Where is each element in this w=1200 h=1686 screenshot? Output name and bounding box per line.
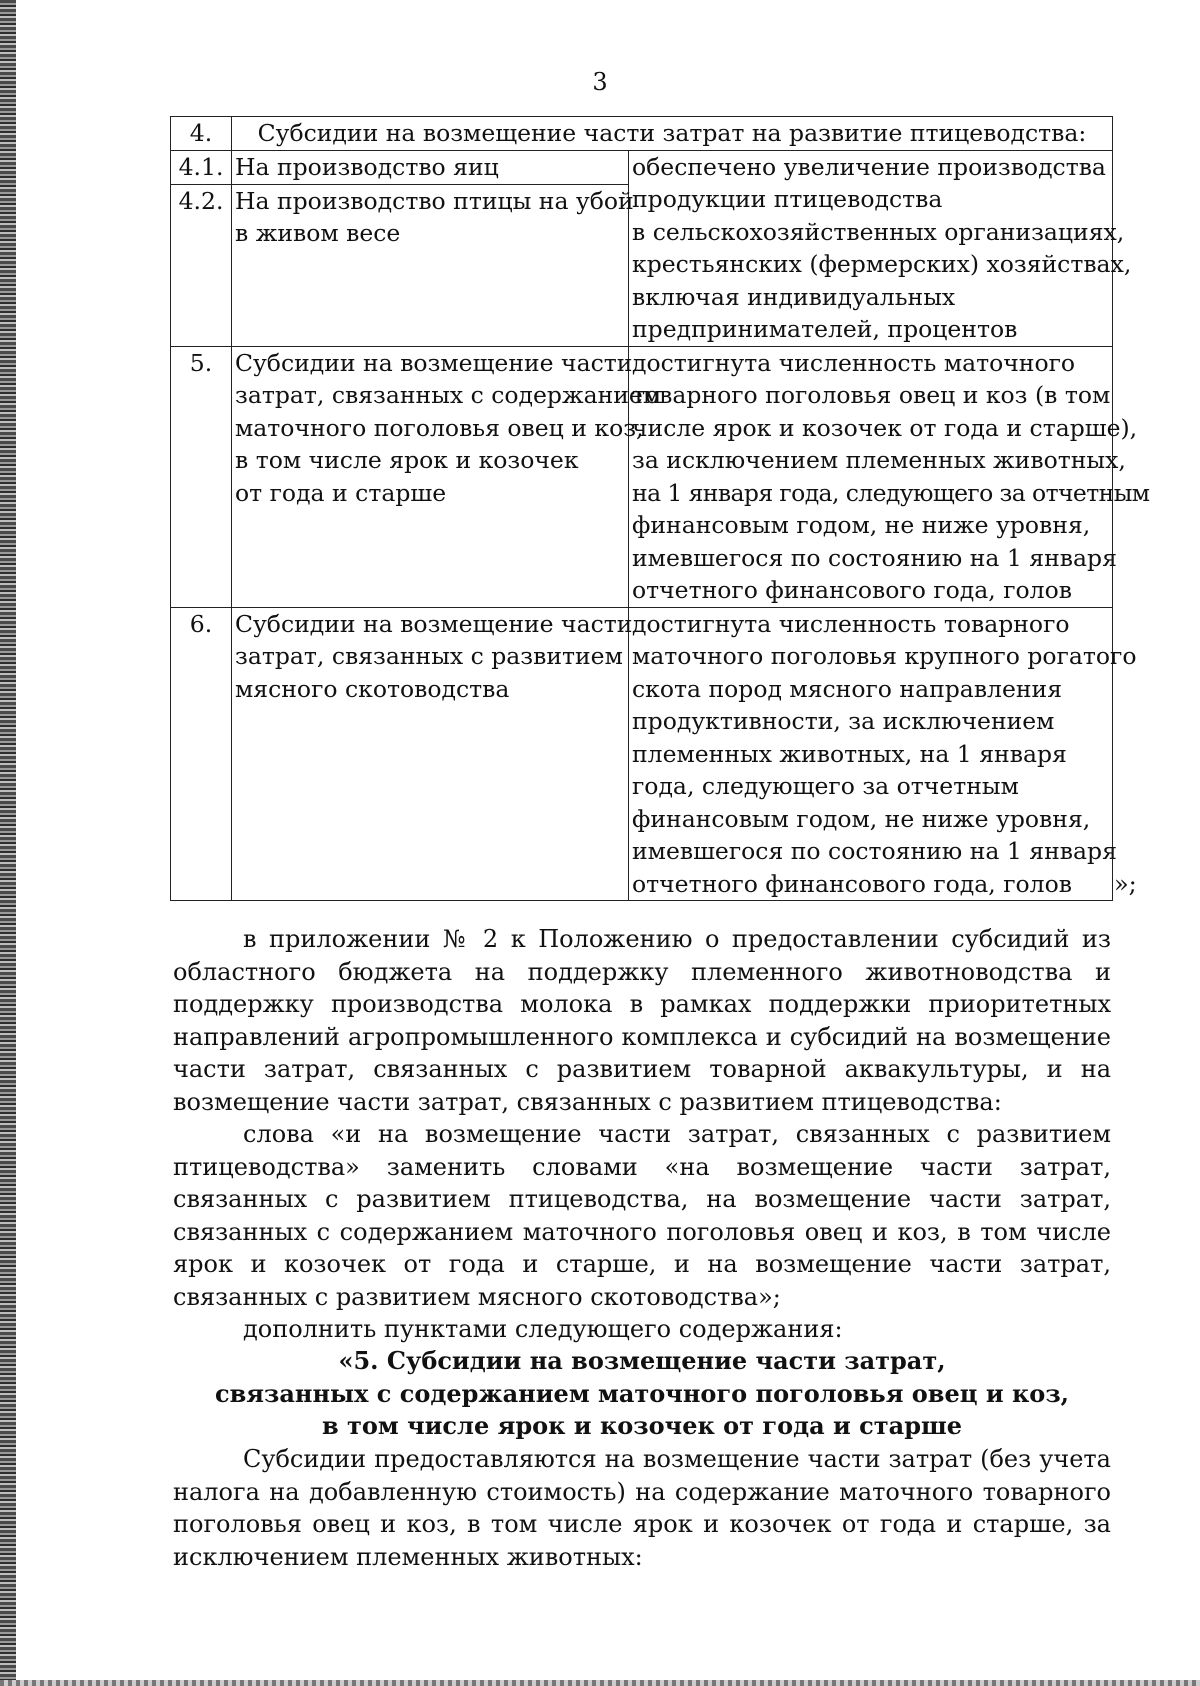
table-row [171, 150, 1113, 184]
row-name: Субсидии на возмещение части затрат, связанных с развитием мясного скотоводства [232, 607, 629, 901]
row-name: На производство птицы на убой в живом весе [232, 184, 629, 346]
section-heading: «5. Субсидии на возмещение части затрат, связанных с содержанием маточного поголовья овец и коз, в том числе ярок и козочек от года и старше [215, 1346, 1069, 1440]
row-number: 4. [171, 117, 232, 151]
paragraph-replace-words: слова «и на возмещение части затрат, связанных с развитием птицеводства» заменить словами «на возмещение части затрат, связанных с развитием птицеводства, на возмещение части затрат, связанных с содержанием маточного поголовья овец и коз, в том числе ярок и козочек от года и старше, и на возмещение части затрат, связанных с развитием мясного скотоводства»; [173, 1120, 1111, 1311]
row-number: 4.2. [171, 184, 232, 346]
table-row [171, 346, 1113, 607]
row-result: достигнута численность маточного товарного поголовья овец и коз (в том числе ярок и козочек от года и старше), за исключением племенных животных, на 1 января года, следующего за отчетным финансовым годом, не ниже уровня, имевшегося по состоянию на 1 января отчетного финансового года, голов [629, 346, 1113, 607]
scan-edge-bottom [0, 1680, 1200, 1686]
row-number: 4.1. [171, 150, 232, 184]
paragraph-supplement: дополнить пунктами следующего содержания: [243, 1315, 843, 1343]
scan-edge-left [0, 0, 16, 1686]
subsidy-table [170, 116, 1150, 901]
row-number: 5. [171, 346, 232, 607]
row-result: достигнута численность товарного маточного поголовья крупного рогатого скота пород мясного направления продуктивности, за исключением племенных животных, на 1 января года, следующего за отчетным финансовым годом, не ниже уровня, имевшегося по состоянию на 1 января отчетного финансового года, голов [629, 607, 1113, 901]
row-name: На производство яиц [232, 150, 629, 184]
body-text-final [173, 1443, 1111, 1573]
table-row [171, 607, 1113, 901]
page-number: 3 [592, 68, 608, 96]
row-result: обеспечено увеличение производства продукции птицеводства в сельскохозяйственных организациях, крестьянских (фермерских) хозяйствах, включая индивидуальных предпринимателей, процентов [629, 150, 1113, 346]
row-name: Субсидии на возмещение части затрат, связанных с содержанием маточного поголовья овец и коз, в том числе ярок и козочек от года и старше [232, 346, 629, 607]
row-number: 6. [171, 607, 232, 901]
paragraph-subsidy-conditions: Субсидии предоставляются на возмещение части затрат (без учета налога на добавленную стоимость) на содержание маточного товарного поголовья овец и коз, в том числе ярок и козочек от года и старше, за исключением племенных животных: [173, 1445, 1111, 1571]
paragraph-amendment: в приложении № 2 к Положению о предоставлении субсидий из областного бюджета на поддержку племенного животноводства и поддержку производства молока в рамках поддержки приоритетных направлений агропромышленного комплекса и субсидий на возмещение части затрат, связанных с развитием товарной аквакультуры, и на возмещение части затрат, связанных с развитием птицеводства: [173, 925, 1111, 1116]
body-text [173, 923, 1111, 1346]
table-row [171, 117, 1113, 151]
section-title: Субсидии на возмещение части затрат на развитие птицеводства: [232, 117, 1113, 151]
table-closing-quote: »; [1114, 870, 1137, 898]
